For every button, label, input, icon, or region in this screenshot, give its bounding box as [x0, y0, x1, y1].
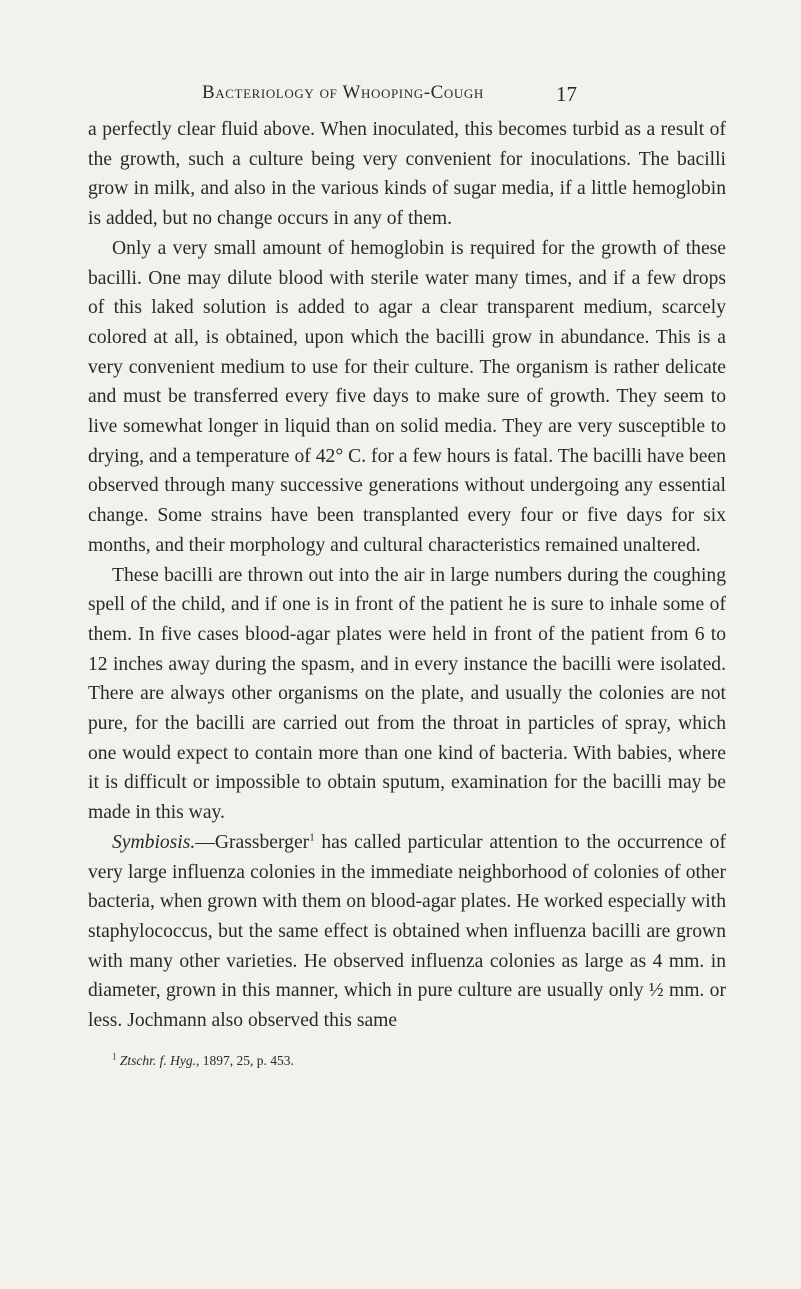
paragraph-3: These bacilli are thrown out into the air in large numbers during the coughing spell of the child, and if one is in front of the patient he is sure to inhale some of them. In five cases blood-agar plates were held in front of the patient from 6 to 12 inches away during the spasm, and in every instance the bacilli were isolated. There are always other organisms on the plate, and usually the colonies are not pure, for the bacilli are carried out from the throat in particles of spray, which one would expect to contain more than one kind of bacteria. With babies, where it is difficult or impossible to obtain sputum, examination for the bacilli may be made in this way.: [88, 564, 726, 824]
footnote-journal: Ztschr. f. Hyg.: [119, 1053, 197, 1068]
page-number: 17: [556, 82, 577, 106]
running-head-title: Bacteriology of Whooping-Cough: [202, 82, 484, 103]
paragraph-1: a perfectly clear fluid above. When inoculated, this becomes turbid as a result of the growth, such a culture being very convenient for inoculations. The bacilli grow in milk, and also in the various kinds of sugar media, if a little hemoglobin is added, but no change occurs in any of them.: [88, 119, 726, 230]
footnote: [112, 1052, 712, 1070]
footnote-reference: 1: [309, 831, 315, 844]
footnote-details: , 1897, 25, p. 453.: [196, 1053, 294, 1068]
paragraph-2: Only a very small amount of hemoglobin is required for the growth of these bacilli. One may dilute blood with sterile water many times, and if a few drops of this laked solution is added to agar a clear transparent medium, scarcely colored at all, is obtained, upon which the bacilli grow in abundance. This is a very convenient medium to use for their culture. The organism is rather delicate and must be transferred every five days to make sure of growth. They seem to live somewhat longer in liquid than on solid media. They are very susceptible to drying, and a temperature of 42° C. for a few hours is fatal. The bacilli have been observed through many successive generations without undergoing any essential change. Some strains have been transplanted every four or five days for six months, and their morphology and cultural characteristics remained unaltered.: [88, 237, 726, 556]
footnote-mark: 1: [112, 1051, 117, 1062]
paragraph-4-text: has called particular attention to the occurrence of very large influenza colonies in the immediate neighborhood of colonies of other bacteria, when grown with them on blood-agar plates. He worked especially with staphylococcus, but the same effect is obtained when influenza bacilli are grown with many other varieties. He observed influenza colonies as large as 4 mm. in diameter, grown in this manner, which in pure culture are usually only ½ mm. or less. Jochmann also observed this same: [88, 831, 726, 1032]
cited-author: —Grassberger: [195, 831, 310, 853]
running-header: [0, 80, 801, 110]
paragraph-4: [88, 828, 726, 1036]
body-text: [88, 115, 726, 1036]
section-heading-symbiosis: Symbiosis.: [112, 831, 196, 853]
